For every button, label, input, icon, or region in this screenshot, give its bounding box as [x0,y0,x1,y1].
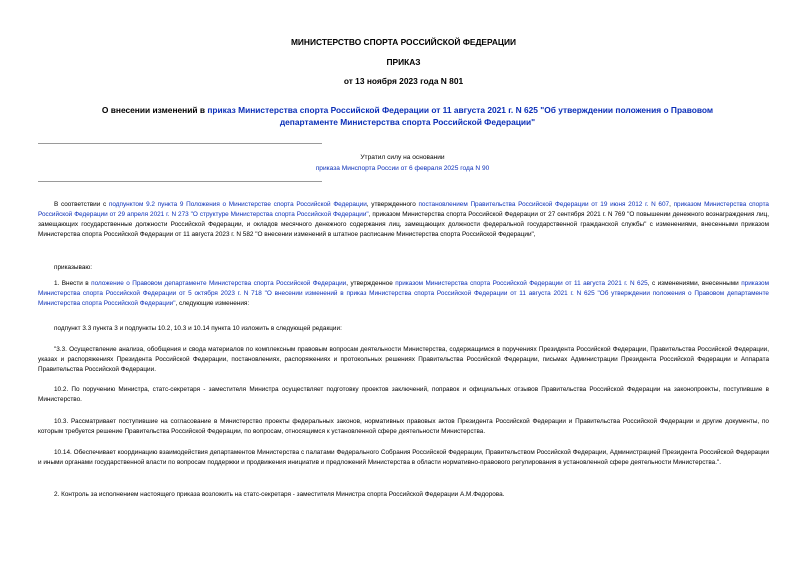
paragraph-item-1 [38,279,769,309]
paragraph-order-word: приказываю: [54,264,92,271]
item1-text-3: , с изменениями, внесенными [647,280,742,287]
preamble-link-regulation[interactable]: подпунктом 9.2 пункта 9 Положения о Министерстве спорта Российской Федерации [108,201,367,208]
preamble-text-4: , приказом Министерства спорта Российской Федерации от 27 сентября 2021 г. N 769 "О повышении денежного вознаграждения лиц, замещающих государственные должности Российской Федерации, и окладов месячного денежного содержания лиц, замещающих должности федеральной государственной гражданской службы" с изменениями, внесенными приказом Министерства спорта Российской Федерации от 11 августа 2023 г. N 582 "О внесении изменений в штатное расписание Министерства спорта Российской Федерации", [38,211,769,238]
document-title [100,104,715,128]
preamble-text-3: , [669,201,674,208]
status-note-text: Утратил силу на основании [360,154,445,161]
paragraph-subitem-3-3: "3.3. Осуществление анализа, обобщения и свода материалов по комплексным правовым вопросам деятельности Министерства, содержащимся в поручениях Президента Российской Федерации, Правительства Российской Федерации, указах и распоряжениях Президента Российской Федерации, постановлениях, распоряжениях и протокольных решениях Правительства Российской Федерации, письмах Администрации Президента Российской Федерации и Аппарата Правительства Российской Федерации. [38,346,769,373]
ministry-heading: МИНИСТЕРСТВО СПОРТА РОССИЙСКОЙ ФЕДЕРАЦИИ [290,37,517,47]
divider-bottom [38,181,322,182]
item1-link-order-718[interactable]: приказом Министерства спорта Российской Федерации от 5 октября 2023 г. N 718 "О внесении изменений в приказ Министерства спорта Российской Федерации от 11 августа 2021 г. N 625 "Об утверждении положения о Правовом департаменте Министерства спорта Российской Федерации" [38,280,769,307]
document-type-heading: ПРИКАЗ [386,57,421,67]
item1-text-1: 1. Внести в [54,280,92,287]
item1-link-regulation[interactable]: положение о Правовом департаменте Министерства спорта Российской Федерации [91,280,347,287]
paragraph-subitem-10-3: 10.3. Рассматривает поступившие на согласование в Министерство проекты федеральных законов, нормативных правовых актов Президента Российской Федерации и Правительства Российской Федерации и другие документы, по которым требуется решение Правительства Российской Федерации, по вопросам, относящимся к установленной сфере деятельности Министерства. [38,418,769,435]
paragraph-subitem-10-14: 10.14. Обеспечивает координацию взаимодействия департаментов Министерства с палатами Федерального Собрания Российской Федерации, Правительством Российской Федерации, Администрацией Президента Российской Федерации и иными органами государственной власти по вопросам поддержки и продвижения инициатив и предложений Министерства в области нормативно-правового регулирования в установленной сфере деятельности Министерства.". [38,449,769,466]
date-number-heading: от 13 ноября 2023 года N 801 [343,76,464,86]
title-prefix: О внесении изменений в [101,105,208,115]
preamble-link-resolution[interactable]: постановлением Правительства Российской Федерации от 19 июня 2012 г. N 607 [418,201,670,208]
paragraph-subitems-intro: подпункт 3.3 пункта 3 и подпункты 10.2, 10.3 и 10.14 пункта 10 изложить в следующей редакции: [54,325,342,332]
item1-text-2: , утвержденное [346,280,396,287]
paragraph-subitem-10-2: 10.2. По поручению Министра, статс-секретаря - заместителя Министра осуществляет подготовку проектов заключений, поправок и официальных отзывов Правительства Российской Федерации на законопроекты, поступившие в Министерство. [38,386,769,403]
divider-top [38,143,322,144]
item1-text-4: , следующие изменения: [175,300,250,307]
preamble-text-2: , утвержденного [366,201,419,208]
paragraph-preamble [38,200,769,240]
status-note-link[interactable]: приказа Минспорта России от 6 февраля 2025 года N 90 [315,165,490,172]
paragraph-item-2: 2. Контроль за исполнением настоящего приказа возложить на статс-секретаря - заместителя Министра спорта Российской Федерации А.М.Федорова. [54,491,505,498]
item1-link-order-625[interactable]: приказом Министерства спорта Российской Федерации от 11 августа 2021 г. N 625 [395,280,648,287]
preamble-text-1: В соответствии с [54,201,109,208]
preamble-link-structure-order[interactable]: приказом Министерства спорта Российской Федерации от 29 апреля 2021 г. N 273 "О структуре Министерства спорта Российской Федерации" [38,201,769,218]
title-order-link[interactable]: приказ Министерства спорта Российской Федерации от 11 августа 2021 г. N 625 "Об утверждении положения о Правовом департаменте Министерства спорта Российской Федерации" [207,105,714,127]
